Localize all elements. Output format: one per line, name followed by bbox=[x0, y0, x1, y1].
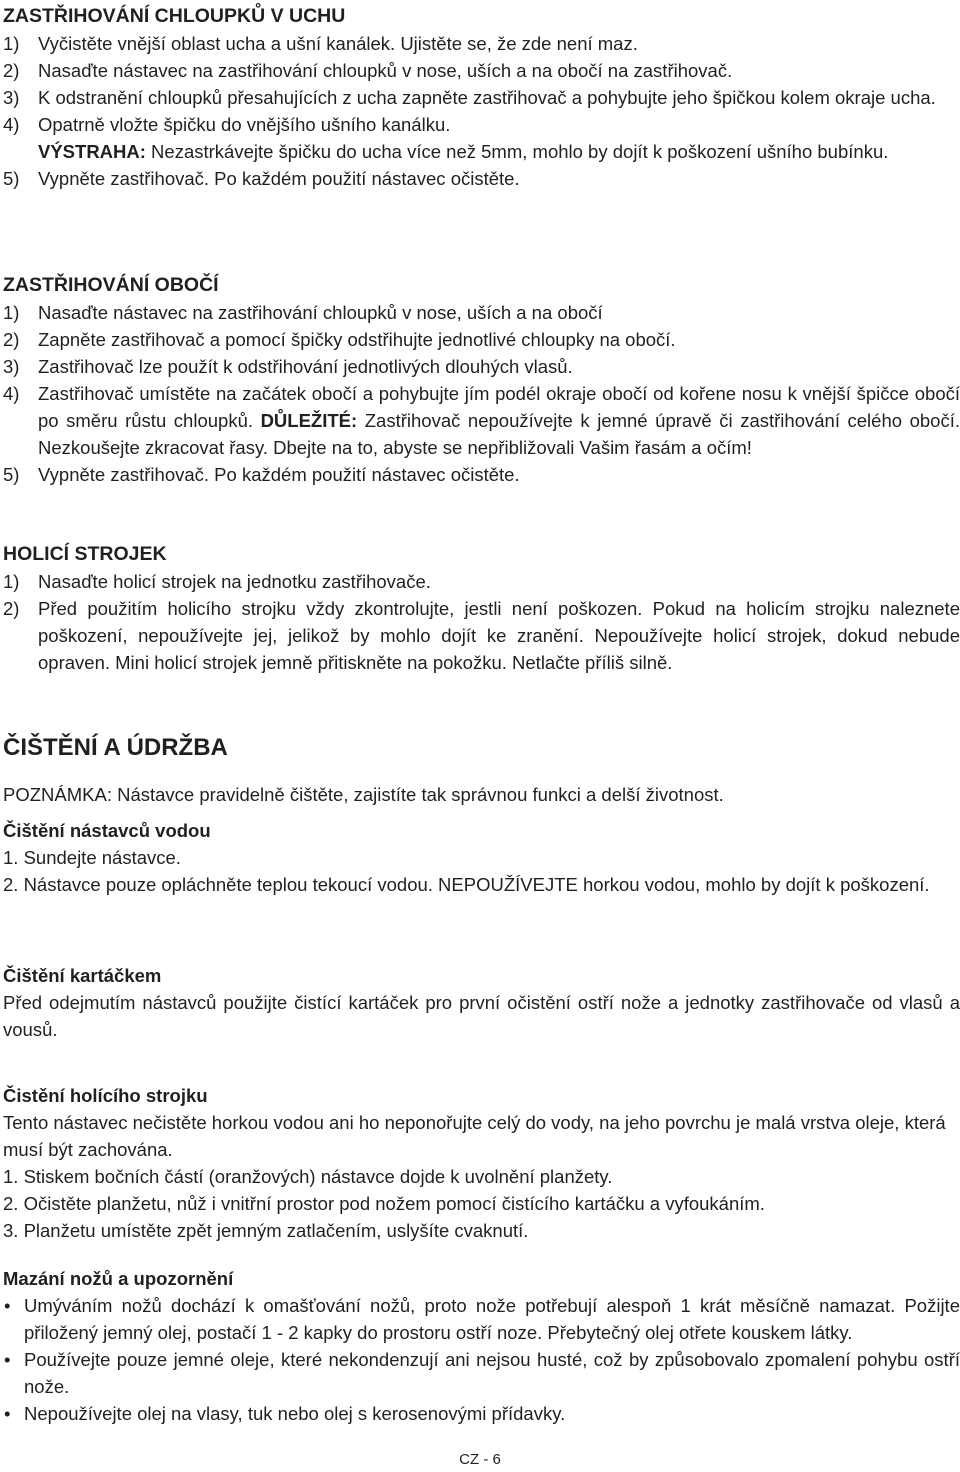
list-item: 5) Vypněte zastřihovač. Po každém použití nástavec očistěte. bbox=[3, 464, 520, 485]
instruction-list bbox=[3, 299, 960, 488]
instruction-list bbox=[3, 165, 960, 192]
list-item: 3) Zastřihovač lze použít k odstřihování jednotlivých dlouhých vlasů. bbox=[3, 356, 573, 377]
subsection-title: Mazání nožů a upozornění bbox=[3, 1268, 234, 1289]
warning-label: VÝSTRAHA: bbox=[38, 141, 146, 162]
section-heading: ZASTŘIHOVÁNÍ OBOČÍ bbox=[3, 274, 219, 296]
subsection-head-cleaning: Čistění holícího strojku Tento nástavec nečistěte horkou vodou ani ho neponořujte celý do vody, na jeho povrchu je malá vrstva oleje, která musí být zachována. 1. Stiskem bočních částí (oranžových) nástavce dojde k uvolnění planžety. 2. Očistěte planžetu, nůž i vnitřní prostor pod nožem pomocí čistícího kartáčku a vyfoukáním. 3. Planžetu umístěte zpět jemným zatlačením, uslyšíte cvaknutí. bbox=[3, 1082, 960, 1244]
list-item: 2) Zapněte zastřihovač a pomocí špičky odstřihujte jednotlivé chloupky na obočí. bbox=[3, 329, 676, 350]
section-heading: HOLICÍ STROJEK bbox=[3, 543, 167, 565]
subsection-title: Čištění nástavců vodou bbox=[3, 820, 211, 841]
list-item: 1) Nasaďte nástavec na zastřihování chloupků v nose, uších a na obočí bbox=[3, 302, 603, 323]
list-item: 5) Vypněte zastřihovač. Po každém použití nástavec očistěte. bbox=[3, 168, 520, 189]
subsection-title: Čistění holícího strojku bbox=[3, 1085, 208, 1106]
subsection-brush-cleaning: Čištění kartáčkem Před odejmutím nástavců použijte čistící kartáček pro první očistění ostří nože a jednotky zastřihovače od vlasů a vousů. bbox=[3, 962, 960, 1043]
bullet-list bbox=[3, 1292, 960, 1427]
list-item: • Umýváním nožů dochází k omašťování nožů, proto nože potřebují alespoň 1 krát měsíčně namazat. Požijte přiložený jemný olej, postačí 1 - 2 kapky do prostoru ostří noze. Přebytečný olej otřete kouskem látky. bbox=[3, 1292, 960, 1346]
instruction-list bbox=[3, 568, 960, 676]
list-item: 1) Vyčistěte vnější oblast ucha a ušní kanálek. Ujistěte se, že zde není maz. bbox=[3, 33, 638, 54]
list-item: 4) Opatrně vložte špičku do vnějšího ušního kanálku. bbox=[3, 114, 451, 135]
page-number: CZ - 6 bbox=[459, 1451, 501, 1468]
subsection-oiling bbox=[3, 1265, 960, 1427]
section-ear-trimming bbox=[3, 3, 960, 192]
section-eyebrow-trimming bbox=[3, 272, 960, 488]
list-item: 4) Zastřihovač umístěte na začátek obočí a pohybujte jím podél okraje obočí od kořene nosu k vnější špičce obočí po směru růstu chloupků. DŮLEŽITÉ: Zastřihovač nepoužívejte k jemné úpravě či zastřihování celého obočí. Nezkoušejte zkracovat řasy. Dbejte na to, abyste se nepřibližovali Vašim řasám a očím! bbox=[3, 383, 960, 458]
list-item: 2) Před použitím holicího strojku vždy zkontrolujte, jestli není poškozen. Pokud na holicím strojku naleznete poškození, nepoužívejte jej, jelikož by mohlo dojít ke zranění. Nepoužívejte holicí strojek, dokud nebude opraven. Mini holicí strojek jemně přitiskněte na pokožku. Netlačte příliš silně. bbox=[3, 598, 960, 673]
list-item: • Používejte pouze jemné oleje, které nekondenzují ani nejsou husté, což by způsobovalo zpomalení pohybu ostří nože. bbox=[3, 1346, 960, 1400]
section-shaver bbox=[3, 541, 960, 676]
list-item: 2) Nasaďte nástavec na zastřihování chloupků v nose, uších a na obočí na zastřihovač. bbox=[3, 60, 733, 81]
note-paragraph: POZNÁMKA: Nástavce pravidelně čištěte, zajistíte tak správnou funkci a delší životnost. bbox=[3, 784, 724, 805]
warning-note: VÝSTRAHA: Nezastrkávejte špičku do ucha více než 5mm, mohlo by dojít k poškození ušního bubínku. bbox=[38, 141, 889, 162]
list-item: • Nepoužívejte olej na vlasy, tuk nebo olej s kerosenovými přídavky. bbox=[3, 1400, 960, 1427]
list-item: 3) K odstranění chloupků přesahujících z ucha zapněte zastřihovač a pohybujte jeho špičkou kolem okraje ucha. bbox=[3, 87, 936, 108]
list-item: 1) Nasaďte holicí strojek na jednotku zastřihovače. bbox=[3, 571, 431, 592]
bullet-icon: • bbox=[4, 1295, 11, 1316]
bullet-icon: • bbox=[4, 1403, 11, 1424]
section-heading: ZASTŘIHOVÁNÍ CHLOUPKŮ V UCHU bbox=[3, 5, 346, 27]
important-label: DŮLEŽITÉ: bbox=[260, 410, 358, 431]
section-heading: ČIŠTĚNÍ A ÚDRŽBA bbox=[3, 734, 228, 761]
subsection-title: Čištění kartáčkem bbox=[3, 965, 162, 986]
instruction-list bbox=[3, 30, 960, 138]
subsection-water-cleaning: Čištění nástavců vodou 1. Sundejte nástavce. 2. Nástavce pouze opláchněte teplou tekoucí vodou. NEPOUŽÍVEJTE horkou vodou, mohlo by dojít k poškození. bbox=[3, 817, 960, 898]
section-cleaning bbox=[3, 733, 960, 763]
bullet-icon: • bbox=[4, 1349, 11, 1370]
